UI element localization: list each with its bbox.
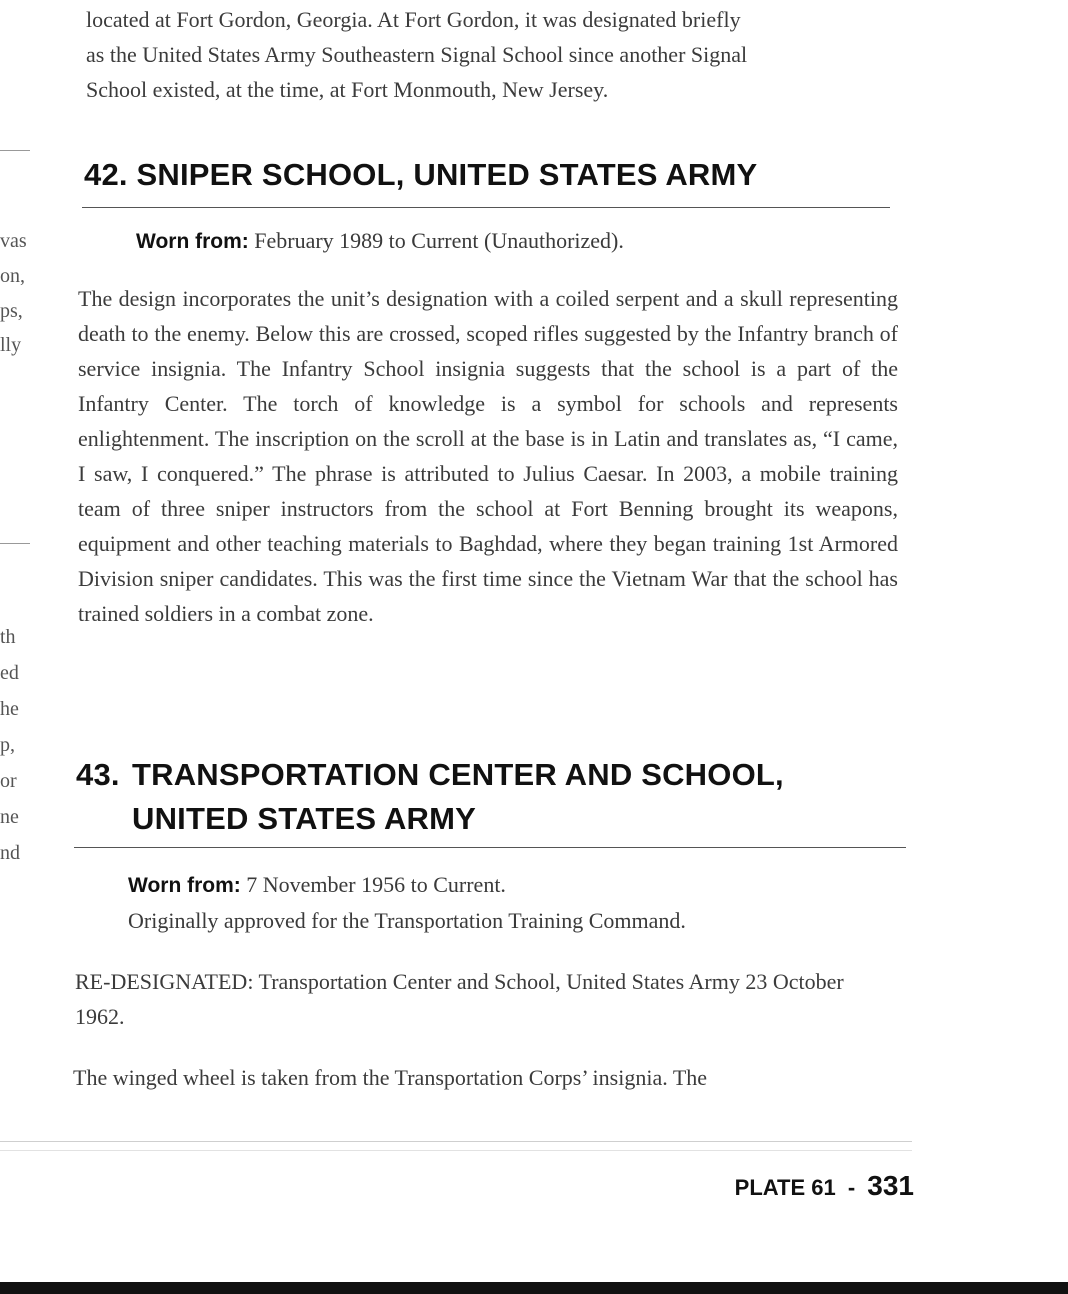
section-43-heading-line1: TRANSPORTATION CENTER AND SCHOOL, (132, 757, 784, 792)
intro-line: as the United States Army Southeastern Signal School since another Signal (86, 42, 748, 67)
section-43-heading-line2: UNITED STATES ARMY (132, 801, 477, 836)
intro-paragraph (86, 2, 906, 107)
section-42-worn-from (136, 228, 624, 254)
footer-separator: - (847, 1175, 856, 1200)
worn-from-dates: February 1989 to Current (Unauthorized). (248, 228, 624, 253)
gutter-fragment: ne (0, 806, 19, 828)
gutter-fragment: ed (0, 662, 19, 684)
section-43-worn-note: Originally approved for the Transportation Training Command. (128, 908, 686, 933)
scan-edge (0, 1282, 1068, 1294)
section-43-worn-from (128, 872, 506, 898)
gutter-fragment: vas (0, 230, 27, 252)
footer-rule (0, 1141, 912, 1142)
worn-from-dates: 7 November 1956 to Current. (240, 872, 506, 897)
page-footer (735, 1170, 914, 1202)
gutter-fragment: nd (0, 842, 20, 864)
gutter-fragment: on, (0, 265, 25, 287)
gutter-fragment: p, (0, 734, 15, 756)
gutter-fragment: ps, (0, 300, 23, 322)
facing-page-gutter (0, 0, 40, 1294)
intro-line: located at Fort Gordon, Georgia. At Fort Gordon, it was designated briefly (86, 7, 741, 32)
gutter-fragment: he (0, 698, 19, 720)
section-42-body: The design incorporates the unit’s designation with a coiled serpent and a skull representing death to the enemy. Below this are crossed, scoped rifles suggested by the Infantry branch of service insignia. The Infantry School insignia suggests that the school is a part of the Infantry Center. The torch of knowledge is a symbol for schools and represents enlightenment. The inscription on the scroll at the base is in Latin and translates as, “I came, I saw, I conquered.” The phrase is attributed to Julius Caesar. In 2003, a mobile training team of three sniper instructors from the school at Fort Benning brought its weapons, equipment and other teaching materials to Baghdad, where they began training 1st Armored Division sniper candidates. This was the first time since the Vietnam War that the school has trained soldiers in a combat zone. (78, 286, 898, 626)
section-43-redesignated: RE-DESIGNATED: Transportation Center and School, United States Army 23 October 1962. (75, 969, 844, 1029)
gutter-fragment: or (0, 770, 17, 792)
section-43-heading-number: 43. (76, 757, 120, 792)
gutter-rule (0, 543, 30, 544)
gutter-fragment: th (0, 626, 16, 648)
section-42-rule (82, 207, 890, 208)
gutter-fragment: lly (0, 334, 22, 356)
intro-line: School existed, at the time, at Fort Monmouth, New Jersey. (86, 77, 609, 102)
worn-from-label: Worn from: (128, 874, 241, 897)
section-43-rule (74, 847, 906, 848)
worn-from-label: Worn from: (136, 230, 249, 253)
gutter-rule (0, 150, 30, 151)
section-42-heading: 42. SNIPER SCHOOL, UNITED STATES ARMY (84, 157, 758, 192)
footer-rule (0, 1150, 912, 1151)
page-number: 331 (867, 1170, 914, 1201)
section-43-body-start: The winged wheel is taken from the Transportation Corps’ insignia. The (73, 1065, 708, 1090)
plate-label: PLATE 61 (734, 1175, 836, 1200)
